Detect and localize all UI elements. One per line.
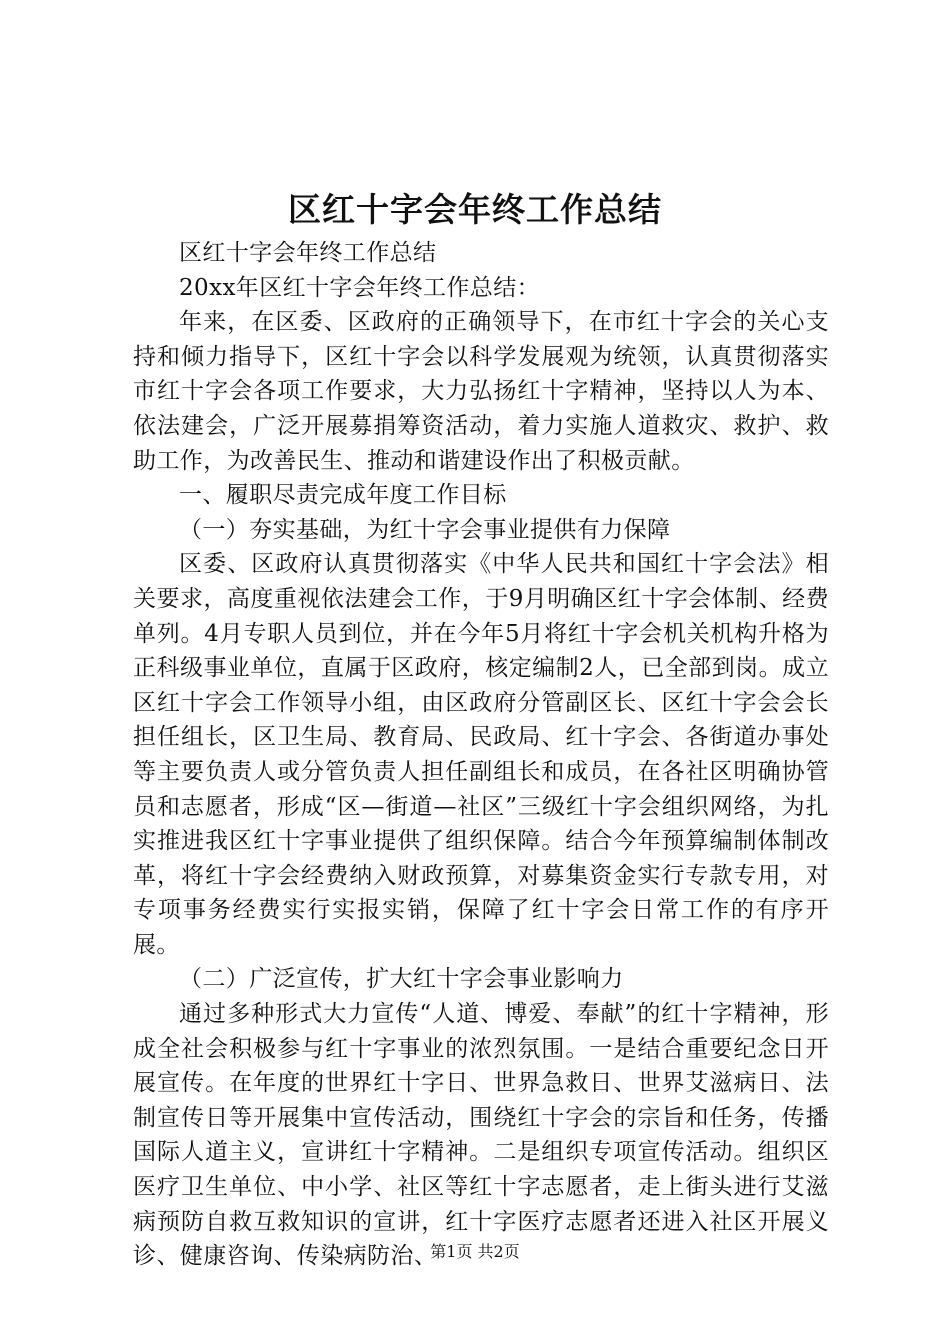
- subsection-1-paragraph: 区委、区政府认真贯彻落实《中华人民共和国红十字会法》相关要求，高度重视依法建会工作，于9月明确区红十字会体制、经费单列。4月专职人员到位，并在今年5月将红十字会机关机构升格为正科级事业单位，直属于区政府，核定编制2人，已全部到岗。成立区红十字会工作领导小组，由区政府分管副区长、区红十字会会长担任组长，区卫生局、教育局、民政局、红十字会、各街道办事处等主要负责人或分管负责人担任副组长和成员，在各社区明确协管员和志愿者，形成“区—街道—社区”三级红十字会组织网络，为扎实推进我区红十字事业提供了组织保障。结合今年预算编制体制改革，将红十字会经费纳入财政预算，对募集资金实行专款专用，对专项事务经费实行实报实销，保障了红十字会日常工作的有序开展。: [133, 551, 829, 958]
- page-footer: 第1页 共2页: [430, 1242, 520, 1261]
- intro-paragraph: 年来，在区委、区政府的正确领导下，在市红十字会的关心支持和倾力指导下，区红十字会以科学发展观为统领，认真贯彻落实市红十字会各项工作要求，大力弘扬红十字精神，坚持以人为本、依法建会，广泛开展募捐筹资活动，着力实施人道救灾、救护、救助工作，为改善民生、推动和谐建设作出了积极贡献。: [133, 309, 829, 474]
- subsection-2-paragraph: 通过多种形式大力宣传“人道、博爱、奉献”的红十字精神，形成全社会积极参与红十字事业的浓烈氛围。一是结合重要纪念日开展宣传。在年度的世界红十字日、世界急救日、世界艾滋病日、法制宣传日等开展集中宣传活动，围绕红十字会的宗旨和任务，传播国际人道主义，宣讲红十字精神。二是组织专项宣传活动。组织区医疗卫生单位、中小学、社区等红十字志愿者，走上街头进行艾滋病预防自救互救知识的宣讲，红十字医疗志愿者还进入社区开展义诊、健康咨询、传染病防治、: [133, 1001, 829, 1270]
- document-body: [133, 236, 829, 1274]
- subsection-heading-2: （二）广泛宣传，扩大红十字会事业影响力: [179, 966, 624, 993]
- page-title: 区红十字会年终工作总结: [288, 190, 662, 229]
- summary-heading-paragraph: 20xx年区红十字会年终工作总结：: [179, 274, 541, 301]
- section-heading: 一、履职尽责完成年度工作目标: [179, 482, 507, 509]
- subtitle-paragraph: 区红十字会年终工作总结: [179, 240, 437, 266]
- subsection-heading-1: （一）夯实基础，为红十字会事业提供有力保障: [179, 516, 671, 543]
